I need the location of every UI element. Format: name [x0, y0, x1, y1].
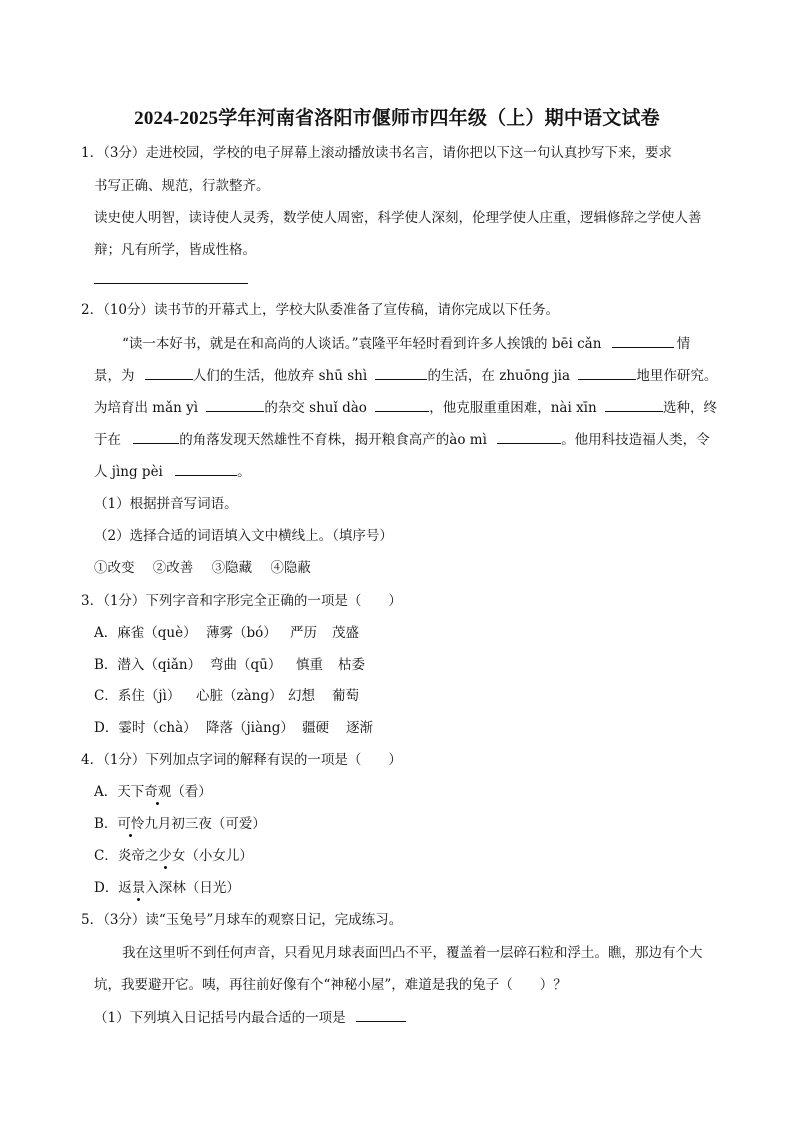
- q5-prompt: 5．（3分）读“玉兔号”月球车的观察日记，完成练习。: [81, 912, 403, 928]
- q5-answer-blank[interactable]: [356, 1007, 406, 1022]
- q1-prompt-cont: 书写正确、规范，行款整齐。: [94, 178, 270, 194]
- q1-answer-line[interactable]: [94, 283, 248, 284]
- q2-blank-manyi[interactable]: [206, 397, 264, 412]
- q4-dotted-word: 可怜: [117, 816, 145, 832]
- q5-diary-line1: 我在这里听不到任何声音，只看见月球表面凹凸不平，覆盖着一层碎石粒和浮土。瞧，那边有个大: [122, 945, 703, 961]
- q2-text: 情: [676, 336, 691, 352]
- q2-blank-jingpei[interactable]: [175, 461, 237, 476]
- q4-dotted-word: 景: [131, 880, 146, 896]
- q2-text: 于在: [94, 432, 121, 448]
- q4-dotted-word: 奇观: [144, 784, 172, 800]
- q2-passage-line4: [94, 429, 710, 450]
- q2-blank-shushi[interactable]: [375, 365, 427, 380]
- q1-quote-line1: 读史使人明智，读诗使人灵秀，数学使人周密，科学使人深刻，伦理学使人庄重，逻辑修辞之学使人善: [94, 210, 702, 226]
- q2-text: 为培育出 mǎn yì: [94, 400, 199, 416]
- q2-text: 。他用科技造福人类，令: [561, 432, 710, 448]
- q2-blank-shuidao[interactable]: [375, 397, 429, 412]
- exam-title: 2024-2025学年河南省洛阳市偃师市四年级（上）期中语文试卷: [134, 108, 660, 129]
- q1-quote-line2: 辩；凡有所学，皆成性格。: [94, 242, 256, 258]
- q2-text: 地里作研究。: [636, 368, 718, 384]
- q2-text: 人 jìng pèi: [94, 464, 163, 480]
- q2-blank-beican[interactable]: [612, 333, 674, 348]
- q4-dotted-word: 之少女: [144, 848, 186, 864]
- q2-option-2: ②改善: [152, 560, 194, 576]
- q5-subquestion-1: （1）下列填入日记括号内最合适的一项是: [94, 1007, 406, 1028]
- q3-option-a: A．麻雀（què） 薄雾（bó） 严历 茂盛: [94, 625, 359, 641]
- q4-prompt: 4．（1分）下列加点字词的解释有误的一项是（ ）: [81, 752, 402, 768]
- q4-option-c: C．炎帝之少女（小女儿）: [94, 848, 253, 864]
- q2-text: 景，为: [94, 368, 135, 384]
- q2-blank-naixin[interactable]: [605, 397, 663, 412]
- q2-text: 人们的生活，他放弃 shū shì: [192, 368, 368, 384]
- q3-prompt: 3．（1分）下列字音和字形完全正确的一项是（ ）: [81, 593, 402, 609]
- q4-option-b: B．可怜九月初三夜（可爱）: [94, 816, 266, 832]
- q2-passage-line3: [94, 397, 717, 418]
- q2-option-1: ①改变: [94, 560, 135, 576]
- q2-text: ，他克服重重困难，nài xīn: [429, 400, 597, 416]
- q2-passage-line5: [94, 461, 251, 482]
- q2-text: 的杂交 shuǐ dào: [264, 400, 367, 416]
- q2-text: 的角落发现天然雄性不育株，揭开粮食高产的ào mì: [179, 432, 487, 448]
- q2-subquestion-2: （2）选择合适的词语填入文中横线上。（填序号）: [94, 528, 393, 544]
- q2-text: 选种，终: [663, 400, 717, 416]
- q5-diary-line2: 坑，我要避开它。咦，再往前好像有个“神秘小屋”，难道是我的兔子（ ）？: [94, 977, 567, 993]
- q2-text: 。: [237, 464, 251, 480]
- q4-option-d: D．返景入深林（日光）: [94, 880, 240, 896]
- q3-option-d: D．霎时（chà） 降落（jiàng） 疆硬 逐渐: [94, 720, 373, 736]
- q2-text: “读一本好书，就是在和高尚的人谈话。”袁隆平年轻时看到许多人挨饿的 bēi cǎn: [122, 336, 602, 352]
- q2-option-4: ④隐蔽: [270, 560, 311, 576]
- q3-option-b: B．潜入（qiǎn） 弯曲（qū） 慎重 枯委: [94, 657, 365, 673]
- q2-prompt: 2．（10分）读书节的开幕式上，学校大队委准备了宣传稿，请你完成以下任务。: [81, 302, 560, 318]
- q2-options: [94, 558, 325, 578]
- q2-blank-2[interactable]: [133, 429, 179, 444]
- q1-prompt: 1．（3分）走进校园，学校的电子屏幕上滚动播放读书名言，请你把以下这一句认真抄写下来，要求: [81, 145, 672, 161]
- q2-blank-1[interactable]: [145, 365, 193, 380]
- q2-subquestion-1: （1）根据拼音写词语。: [94, 496, 238, 512]
- q2-text: 的生活，在 zhuōng jia: [427, 368, 571, 384]
- q2-passage-line2: [94, 365, 717, 386]
- q4-option-a: A．天下奇观（看）: [94, 784, 212, 800]
- q2-passage-line1: [122, 333, 690, 354]
- q3-option-c: C．系住（jì） 心脏（zàng） 幻想 葡萄: [94, 688, 359, 704]
- q2-blank-zhuangjia[interactable]: [578, 365, 636, 380]
- q2-option-3: ③隐藏: [211, 560, 253, 576]
- q2-blank-aomi[interactable]: [497, 429, 561, 444]
